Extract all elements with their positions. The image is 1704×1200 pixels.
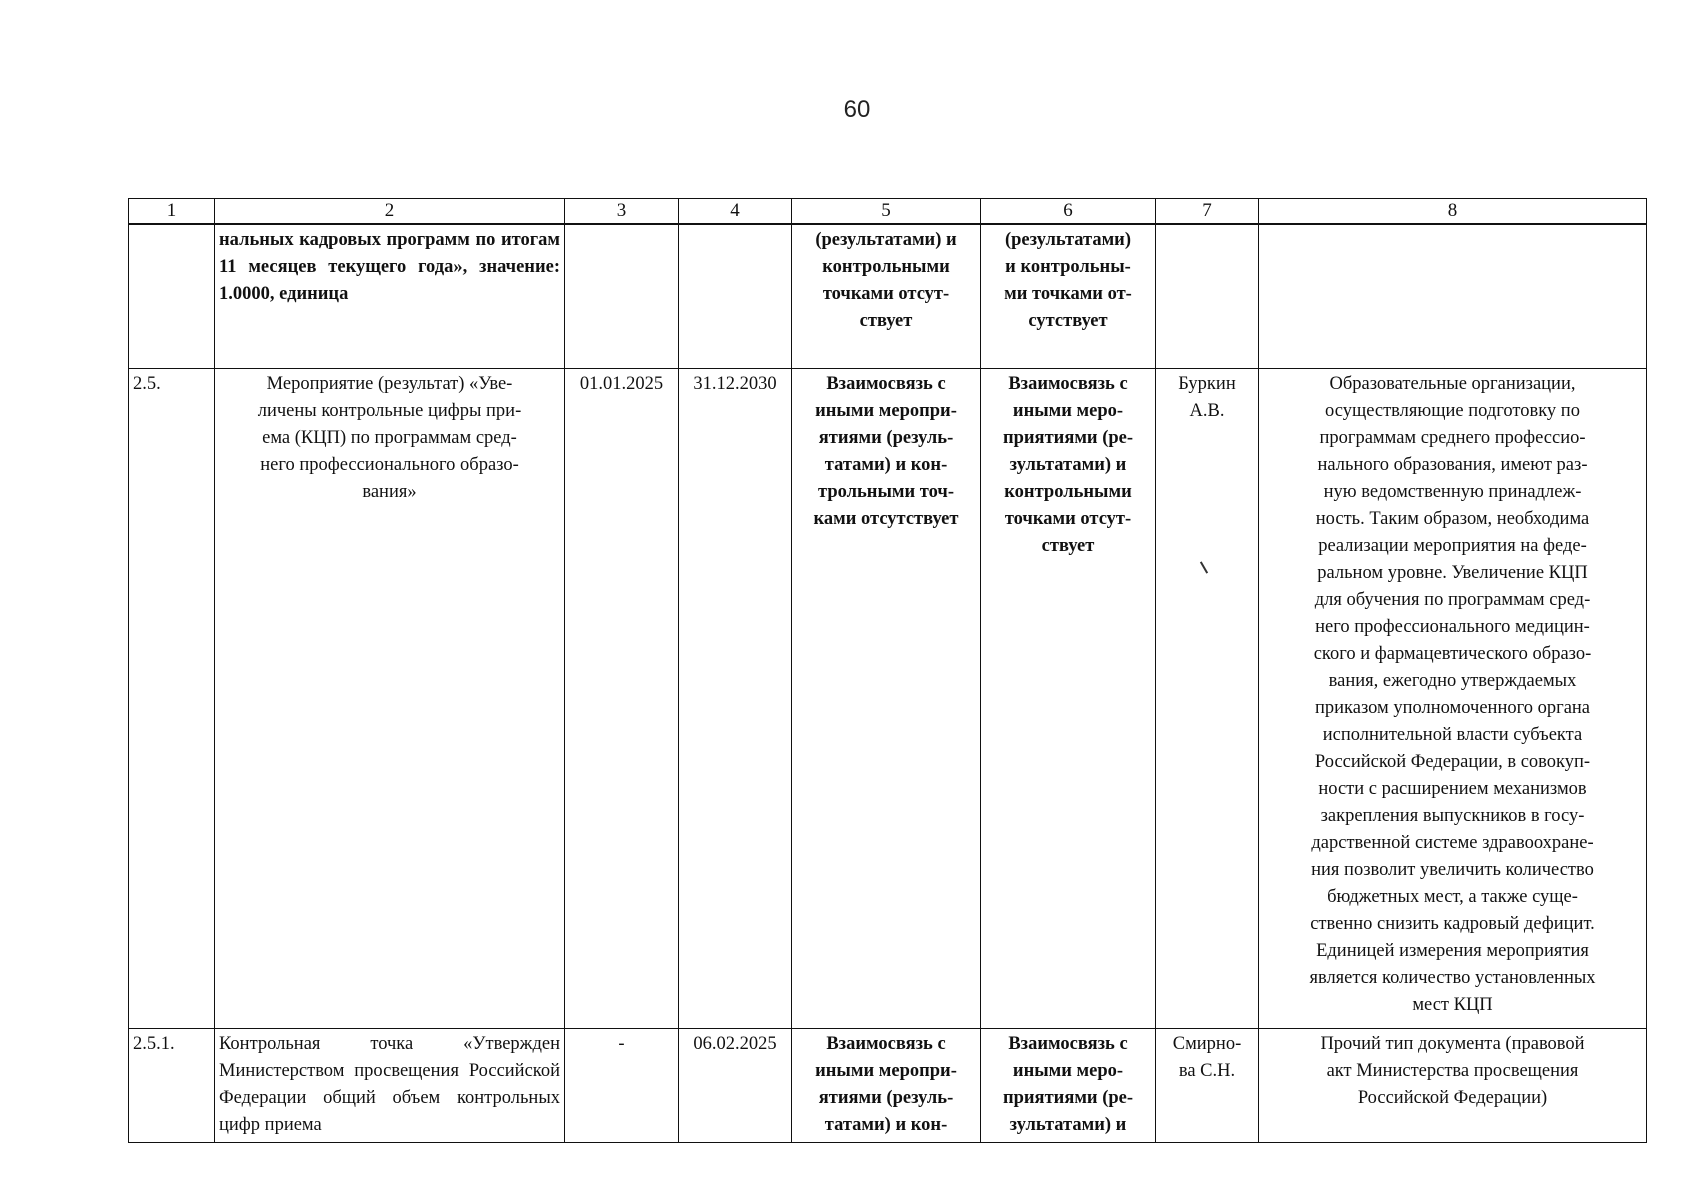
- header-row: [129, 199, 1647, 225]
- relation-cell-2: (результатами) и контрольны- ми точками от- сутствует: [981, 224, 1156, 368]
- relation-cell: Взаимосвязь с иными меропри- ятиями (резуль- татами) и кон-: [792, 1028, 981, 1142]
- responsible-cell: [1156, 224, 1259, 368]
- table-row: [129, 368, 1647, 1028]
- relation-cell-2: Взаимосвязь с иными меро- приятиями (ре- зультатами) и контрольными точками отсут- ствует: [981, 368, 1156, 1028]
- end-date-cell: 06.02.2025: [679, 1028, 792, 1142]
- end-date-cell: 31.12.2030: [679, 368, 792, 1028]
- relation-cell: (результатами) и контрольными точками отсут- ствует: [792, 224, 981, 368]
- table-row: [129, 224, 1647, 368]
- name-cell: Контрольная точка «Утвержден Министерством просвещения Российской Федерации общий объем контрольных цифр приема: [215, 1028, 565, 1142]
- name-cell: Мероприятие (результат) «Уве- личены контрольные цифры при- ема (КЦП) по программам сред- него профессионального образо- вания»: [215, 368, 565, 1028]
- table-row: [129, 1028, 1647, 1142]
- page-number: 60: [843, 96, 871, 123]
- description-cell: [1259, 224, 1647, 368]
- row-number-cell: 2.5.1.: [129, 1028, 215, 1142]
- column-header-8: 8: [1259, 199, 1647, 225]
- column-header-2: 2: [215, 199, 565, 225]
- description-cell: Прочий тип документа (правовой акт Министерства просвещения Российской Федерации): [1259, 1028, 1647, 1142]
- row-number-cell: 2.5.: [129, 368, 215, 1028]
- description-cell: Образовательные организации, осуществляющие подготовку по программам среднего профессио- нального образования, имеют раз- ную ведомственную принадлеж- ность. Таким образом, необходима реализации мероприятия на феде- ральном уровне. Увеличение КЦП для обучения по программам сред- него профессионального медицин- ского и фармацевтического образо- вания, ежегодно утверждаемых приказом уполномоченного органа исполнительной власти субъекта Российской Федерации, в совокуп- ности с расширением механизмов закрепления выпускников в госу- дарственной системе здравоохране- ния позволит увеличить количество бюджетных мест, а также суще- ственно снизить кадровый дефицит. Единицей измерения мероприятия является количество установленных мест КЦП: [1259, 368, 1647, 1028]
- column-header-4: 4: [679, 199, 792, 225]
- start-date-cell: -: [565, 1028, 679, 1142]
- name-cell: нальных кадровых программ по итогам 11 месяцев текущего года», значение: 1.0000, единица: [215, 224, 565, 368]
- column-header-5: 5: [792, 199, 981, 225]
- column-header-6: 6: [981, 199, 1156, 225]
- start-date-cell: [565, 224, 679, 368]
- start-date-cell: 01.01.2025: [565, 368, 679, 1028]
- end-date-cell: [679, 224, 792, 368]
- column-header-1: 1: [129, 199, 215, 225]
- document-table: [128, 198, 1647, 1143]
- responsible-cell: Буркин А.В.: [1156, 368, 1259, 1028]
- relation-cell-2: Взаимосвязь с иными меро- приятиями (ре- зультатами) и: [981, 1028, 1156, 1142]
- column-header-7: 7: [1156, 199, 1259, 225]
- responsible-cell: Смирно- ва С.Н.: [1156, 1028, 1259, 1142]
- column-header-3: 3: [565, 199, 679, 225]
- row-number-cell: [129, 224, 215, 368]
- relation-cell: Взаимосвязь с иными меропри- ятиями (резуль- татами) и кон- трольными точ- ками отсутствует: [792, 368, 981, 1028]
